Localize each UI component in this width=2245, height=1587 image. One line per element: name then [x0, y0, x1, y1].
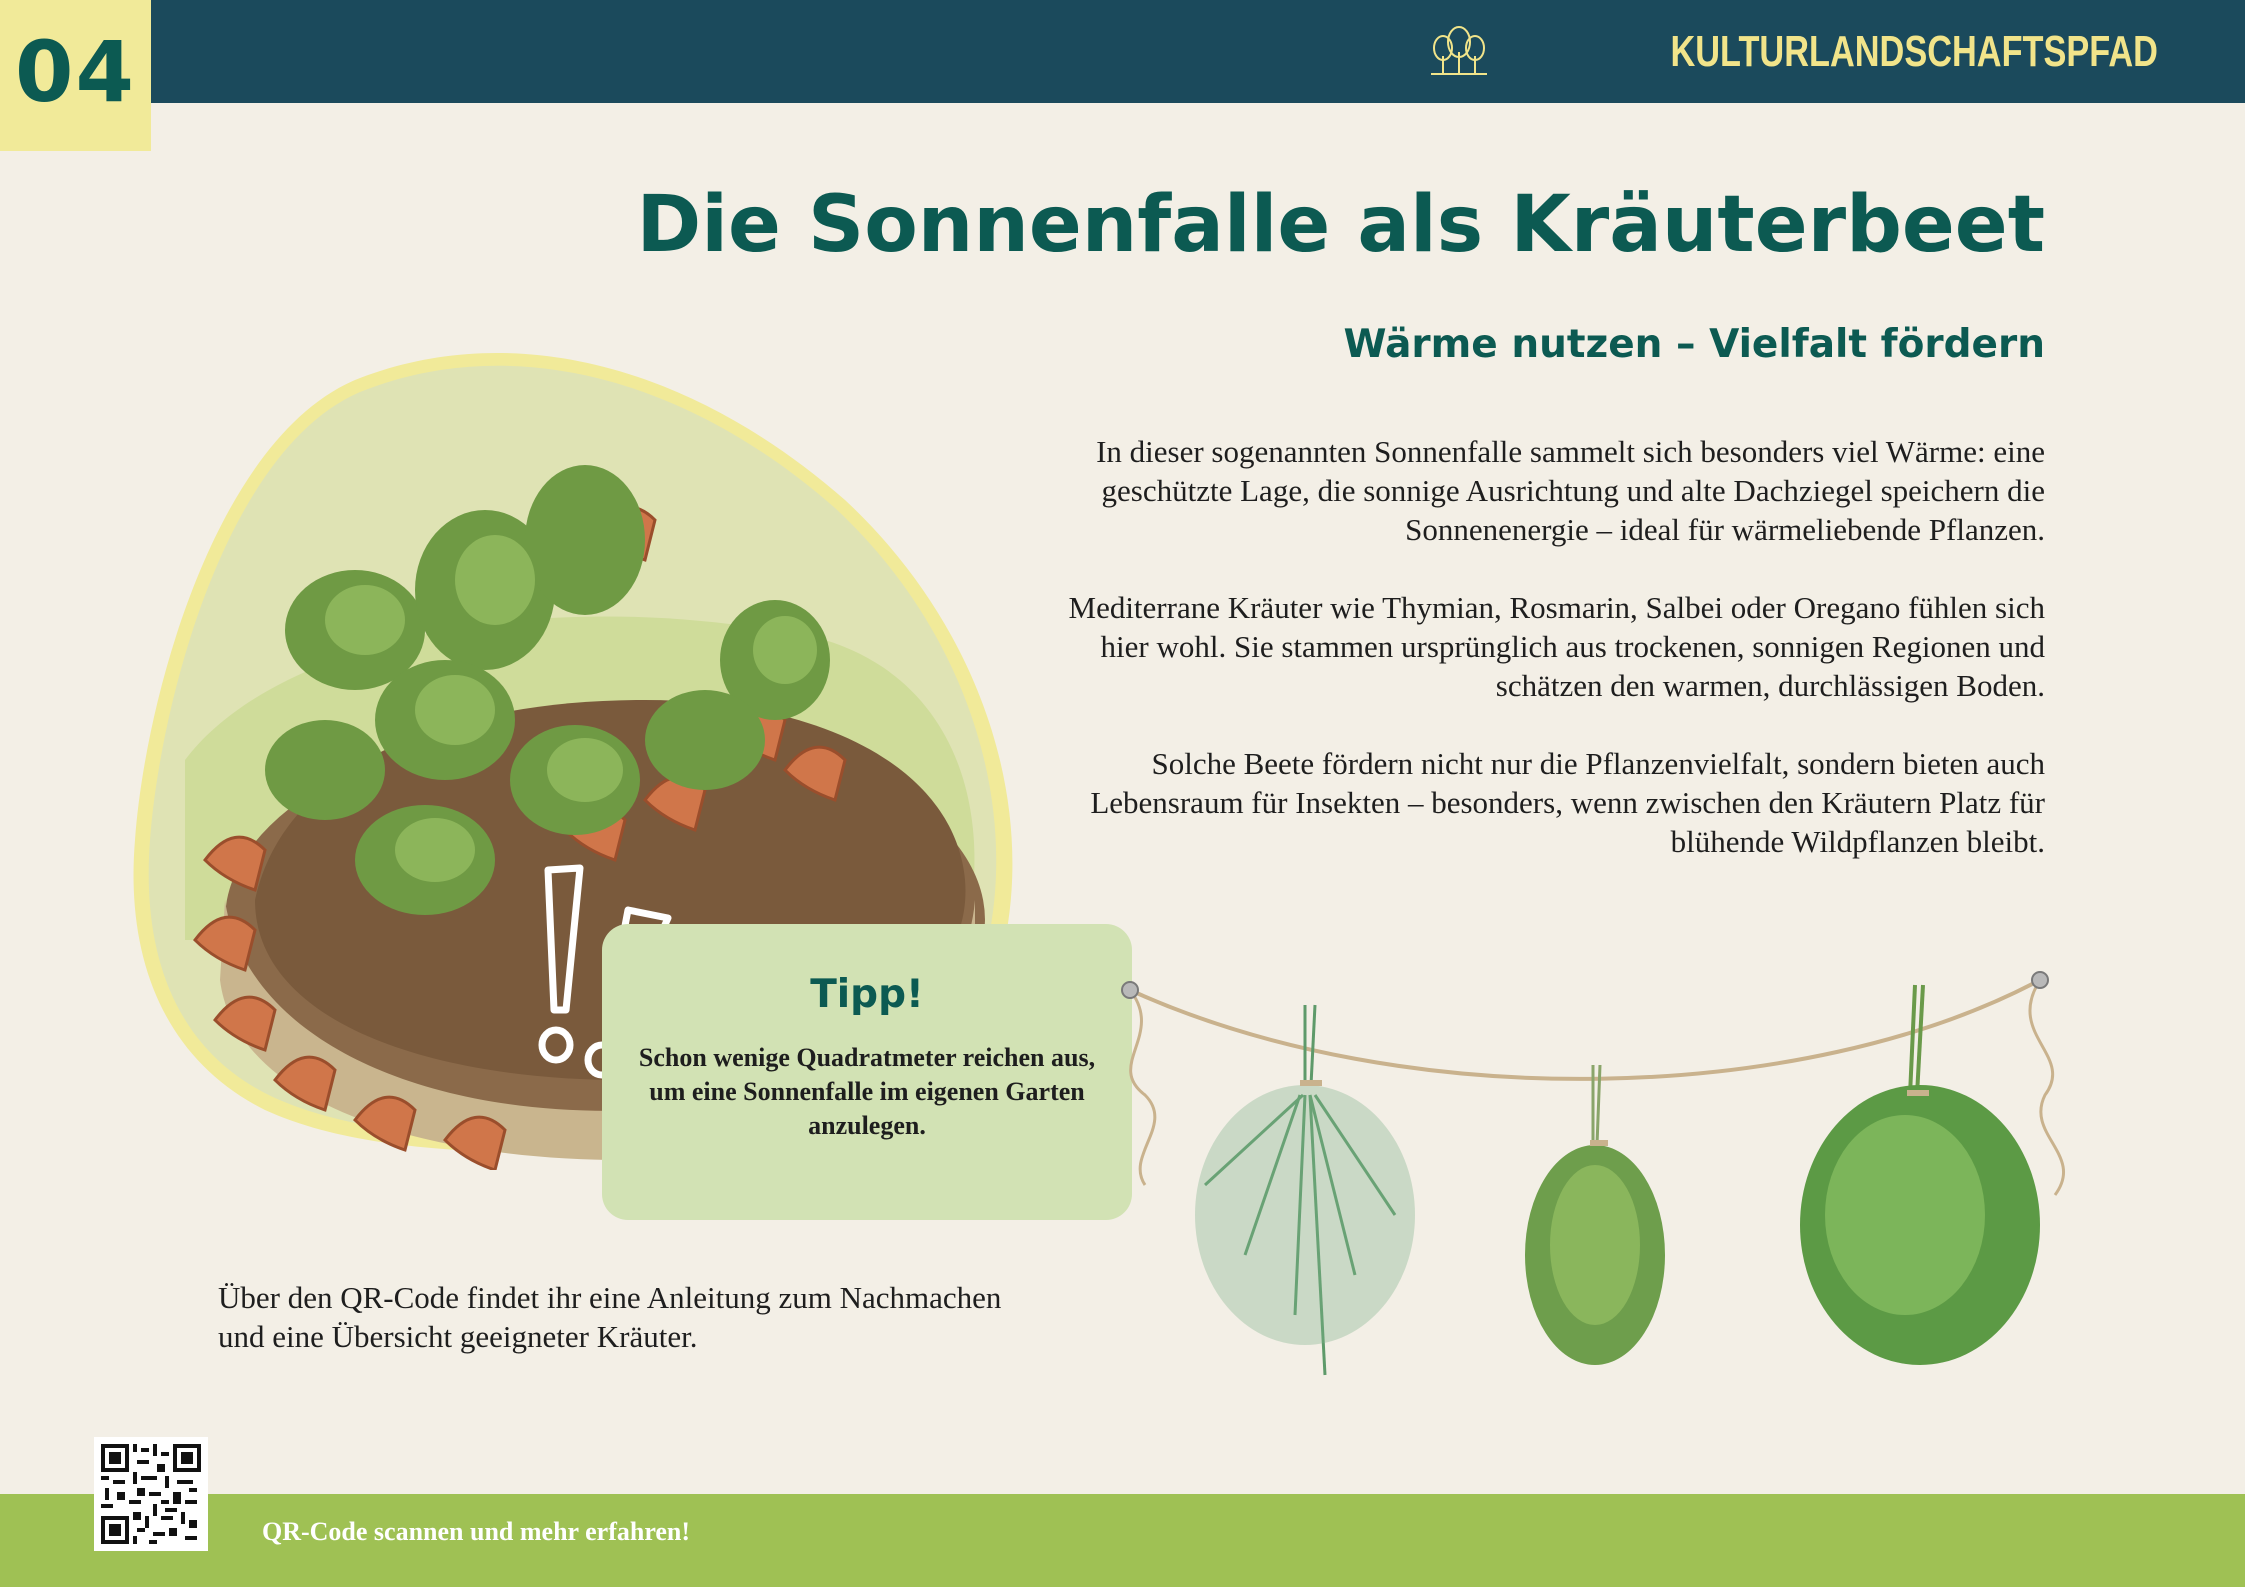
qr-code-graphic — [101, 1444, 201, 1544]
body-text — [1045, 432, 2045, 900]
trees-icon — [1429, 26, 1489, 78]
station-number: 04 — [15, 22, 136, 121]
paragraph-3: Solche Beete fördern nicht nur die Pflanzenvielfalt, sondern bieten auch Lebensraum für Insekten – besonders, wenn zwischen den Kräutern Platz für blühende Wildpflanzen bleibt. — [1090, 746, 2045, 859]
tip-box — [602, 924, 1132, 1220]
tip-title: Tipp! — [810, 972, 924, 1017]
paragraph-2: Mediterrane Kräuter wie Thymian, Rosmarin, Salbei oder Oregano fühlen sich hier wohl. Sie stammen ursprünglich aus trockenen, sonnigen Regionen und schätzen den warmen, durchlässigen Boden. — [1068, 590, 2045, 703]
tip-text: Schon wenige Quadratmeter reichen aus, um eine Sonnenfalle im eigenen Garten anzulegen. — [638, 1043, 1096, 1140]
page-title: Die Sonnenfalle als Kräuterbeet — [636, 180, 2045, 270]
brand-name: KULTURLANDSCHAFTSPFAD — [1670, 27, 2158, 76]
hanging-herbs-illustration — [1105, 955, 2085, 1425]
station-number-badge — [0, 0, 151, 151]
page-subtitle: Wärme nutzen – Vielfalt fördern — [1343, 322, 2045, 367]
brand — [1429, 26, 2158, 78]
qr-code[interactable] — [94, 1437, 208, 1551]
qr-note: Über den QR-Code findet ihr eine Anleitung zum Nachmachen und eine Übersicht geeigneter Kräuter. — [218, 1280, 1002, 1354]
paragraph-1: In dieser sogenannten Sonnenfalle sammelt sich besonders viel Wärme: eine geschützte Lage, die sonnige Ausrichtung und alte Dachziegel speichern die Sonnenenergie – ideal für wärmeliebende Pflanzen. — [1096, 434, 2045, 547]
footer-text: QR-Code scannen und mehr erfahren! — [262, 1517, 691, 1546]
